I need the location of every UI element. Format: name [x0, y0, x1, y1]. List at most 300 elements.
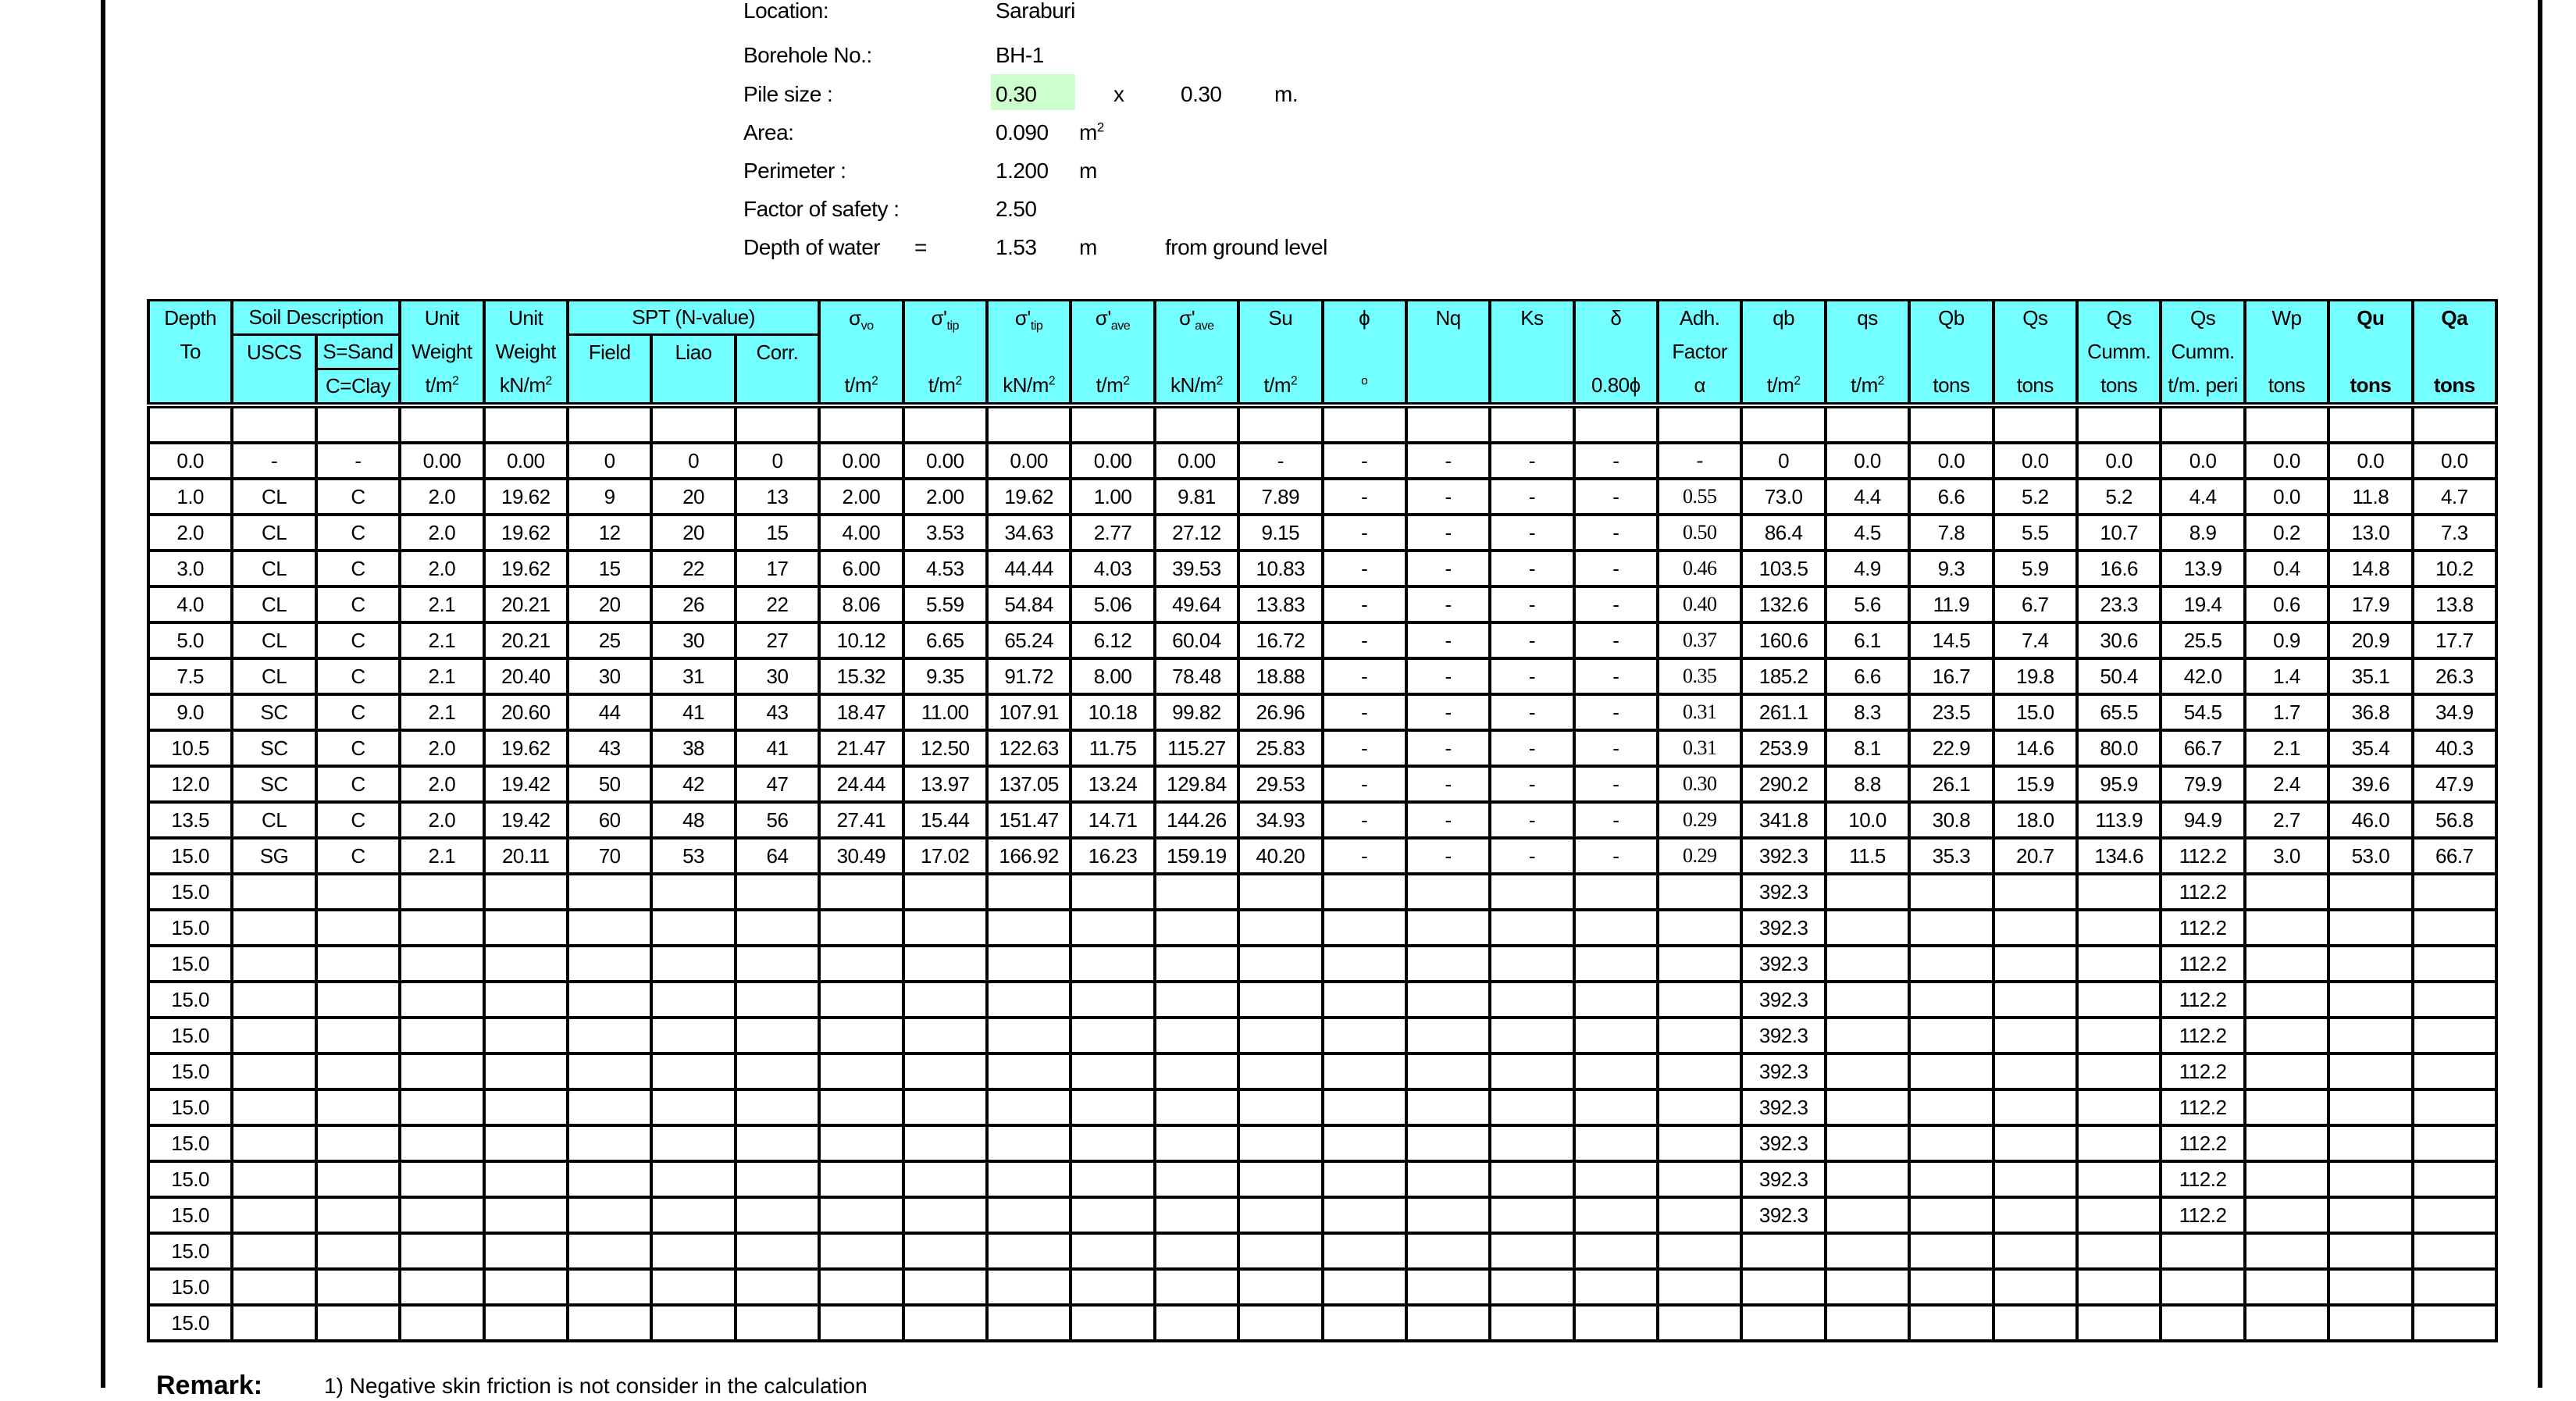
table-cell[interactable] — [1155, 1053, 1238, 1089]
table-cell[interactable] — [1155, 1161, 1238, 1197]
table-cell[interactable]: 0.00 — [484, 443, 568, 479]
table-cell[interactable] — [736, 1269, 819, 1305]
table-cell[interactable]: 0.50 — [1658, 515, 1741, 551]
table-cell[interactable] — [1071, 1053, 1154, 1089]
table-cell[interactable] — [232, 1233, 315, 1269]
table-cell[interactable] — [736, 1018, 819, 1053]
table-cell[interactable] — [651, 1233, 735, 1269]
table-cell[interactable] — [2413, 1305, 2496, 1341]
table-cell[interactable]: 15.0 — [1993, 694, 2077, 730]
table-cell[interactable]: 9.3 — [1909, 551, 1993, 586]
table-cell[interactable]: 11.00 — [903, 694, 987, 730]
table-cell[interactable]: 65.24 — [987, 622, 1071, 658]
table-cell[interactable] — [316, 1125, 400, 1161]
table-cell[interactable] — [484, 1233, 568, 1269]
table-cell[interactable]: 27 — [736, 622, 819, 658]
table-cell[interactable]: 4.9 — [1826, 551, 1909, 586]
table-cell[interactable] — [1490, 1233, 1573, 1269]
table-cell[interactable] — [1238, 874, 1322, 910]
table-cell[interactable] — [2245, 1269, 2328, 1305]
table-cell[interactable]: 112.2 — [2161, 910, 2244, 946]
table-cell[interactable]: 4.5 — [1826, 515, 1909, 551]
table-cell[interactable] — [1406, 1053, 1490, 1089]
table-cell[interactable] — [1993, 1018, 2077, 1053]
table-cell[interactable] — [1490, 1269, 1573, 1305]
table-cell[interactable]: 5.9 — [1993, 551, 2077, 586]
table-cell[interactable] — [1238, 1089, 1322, 1125]
table-cell[interactable] — [1155, 910, 1238, 946]
table-cell[interactable]: - — [1406, 515, 1490, 551]
table-cell[interactable]: 0.0 — [2077, 443, 2161, 479]
table-cell[interactable] — [1238, 910, 1322, 946]
table-cell[interactable] — [1658, 1125, 1741, 1161]
table-cell[interactable] — [651, 1053, 735, 1089]
table-cell[interactable] — [2161, 1233, 2244, 1269]
table-cell[interactable] — [1071, 946, 1154, 982]
table-cell[interactable]: 44.44 — [987, 551, 1071, 586]
table-cell[interactable]: 134.6 — [2077, 838, 2161, 874]
table-cell[interactable] — [1993, 1053, 2077, 1089]
table-cell[interactable] — [316, 1197, 400, 1233]
table-cell[interactable] — [400, 910, 483, 946]
table-cell[interactable] — [1490, 1089, 1573, 1125]
table-cell[interactable] — [987, 1053, 1071, 1089]
table-cell[interactable] — [903, 1305, 987, 1341]
table-cell[interactable]: 8.9 — [2161, 515, 2244, 551]
table-cell[interactable]: SC — [232, 766, 315, 802]
table-cell[interactable]: 25 — [568, 622, 651, 658]
table-cell[interactable]: 0.0 — [148, 443, 232, 479]
table-cell[interactable]: 78.48 — [1155, 658, 1238, 694]
table-cell[interactable]: 4.4 — [1826, 479, 1909, 515]
table-cell[interactable] — [316, 1053, 400, 1089]
table-cell[interactable] — [316, 982, 400, 1018]
table-cell[interactable] — [2413, 1197, 2496, 1233]
table-cell[interactable]: 73.0 — [1741, 479, 1825, 515]
table-cell[interactable] — [2077, 1089, 2161, 1125]
table-cell[interactable] — [484, 1089, 568, 1125]
table-cell[interactable]: 13 — [736, 479, 819, 515]
table-cell[interactable] — [1826, 874, 1909, 910]
table-cell[interactable]: - — [1406, 622, 1490, 658]
table-cell[interactable] — [1909, 1125, 1993, 1161]
table-cell[interactable]: 20.40 — [484, 658, 568, 694]
table-cell[interactable]: 7.4 — [1993, 622, 2077, 658]
table-cell[interactable]: 9.35 — [903, 658, 987, 694]
table-cell[interactable]: 19.62 — [987, 479, 1071, 515]
table-cell[interactable]: - — [1323, 838, 1406, 874]
table-cell[interactable] — [1406, 1197, 1490, 1233]
table-cell[interactable]: 2.1 — [400, 838, 483, 874]
table-cell[interactable] — [903, 1233, 987, 1269]
table-cell[interactable]: CL — [232, 586, 315, 622]
table-cell[interactable]: 2.1 — [400, 694, 483, 730]
table-cell[interactable]: 1.7 — [2245, 694, 2328, 730]
table-cell[interactable]: C — [316, 586, 400, 622]
table-cell[interactable]: 3.53 — [903, 515, 987, 551]
table-cell[interactable]: - — [1574, 766, 1658, 802]
table-cell[interactable] — [651, 1125, 735, 1161]
table-cell[interactable]: 13.0 — [2328, 515, 2412, 551]
table-cell[interactable] — [400, 1269, 483, 1305]
table-cell[interactable] — [484, 1161, 568, 1197]
table-cell[interactable] — [736, 1089, 819, 1125]
table-cell[interactable]: 0.00 — [903, 443, 987, 479]
table-cell[interactable]: 56.8 — [2413, 802, 2496, 838]
table-cell[interactable]: 26.3 — [2413, 658, 2496, 694]
table-cell[interactable] — [1323, 1018, 1406, 1053]
table-cell[interactable]: 5.2 — [2077, 479, 2161, 515]
table-cell[interactable]: 112.2 — [2161, 838, 2244, 874]
table-cell[interactable]: 392.3 — [1741, 1018, 1825, 1053]
table-cell[interactable] — [819, 1269, 903, 1305]
table-cell[interactable]: CL — [232, 658, 315, 694]
table-cell[interactable]: 2.77 — [1071, 515, 1154, 551]
table-cell[interactable] — [903, 1269, 987, 1305]
table-cell[interactable] — [819, 1197, 903, 1233]
table-cell[interactable]: 22 — [736, 586, 819, 622]
table-cell[interactable]: 7.89 — [1238, 479, 1322, 515]
table-cell[interactable] — [1406, 1269, 1490, 1305]
table-cell[interactable] — [1826, 1053, 1909, 1089]
table-cell[interactable] — [1993, 1233, 2077, 1269]
table-cell[interactable] — [2413, 874, 2496, 910]
table-cell[interactable] — [1909, 1161, 1993, 1197]
table-cell[interactable] — [1490, 1125, 1573, 1161]
table-cell[interactable]: 4.0 — [148, 586, 232, 622]
table-cell[interactable] — [987, 874, 1071, 910]
table-cell[interactable]: 30 — [736, 658, 819, 694]
table-cell[interactable] — [1490, 1018, 1573, 1053]
table-cell[interactable] — [1993, 982, 2077, 1018]
table-cell[interactable]: 41 — [651, 694, 735, 730]
table-cell[interactable]: C — [316, 622, 400, 658]
table-cell[interactable]: 0.6 — [2245, 586, 2328, 622]
table-cell[interactable]: 2.0 — [400, 766, 483, 802]
table-cell[interactable]: 253.9 — [1741, 730, 1825, 766]
table-cell[interactable]: 15 — [736, 515, 819, 551]
table-cell[interactable]: 34.9 — [2413, 694, 2496, 730]
table-cell[interactable]: 94.9 — [2161, 802, 2244, 838]
table-cell[interactable] — [903, 874, 987, 910]
table-cell[interactable] — [1826, 1089, 1909, 1125]
table-cell[interactable]: 2.0 — [400, 515, 483, 551]
table-cell[interactable]: 13.97 — [903, 766, 987, 802]
table-cell[interactable] — [2077, 1269, 2161, 1305]
table-cell[interactable] — [736, 1197, 819, 1233]
table-cell[interactable]: 9.81 — [1155, 479, 1238, 515]
table-cell[interactable]: 112.2 — [2161, 1053, 2244, 1089]
table-cell[interactable] — [316, 1089, 400, 1125]
table-cell[interactable]: 112.2 — [2161, 1161, 2244, 1197]
table-cell[interactable]: - — [1406, 658, 1490, 694]
table-cell[interactable] — [1658, 1197, 1741, 1233]
table-cell[interactable]: - — [1238, 443, 1322, 479]
table-cell[interactable]: CL — [232, 479, 315, 515]
table-cell[interactable] — [1658, 1053, 1741, 1089]
table-cell[interactable] — [1406, 1233, 1490, 1269]
table-cell[interactable]: 4.00 — [819, 515, 903, 551]
table-cell[interactable]: 19.42 — [484, 766, 568, 802]
table-cell[interactable]: - — [1490, 515, 1573, 551]
table-cell[interactable]: CL — [232, 551, 315, 586]
table-cell[interactable] — [1909, 946, 1993, 982]
table-cell[interactable] — [1406, 946, 1490, 982]
table-cell[interactable] — [1490, 910, 1573, 946]
table-cell[interactable]: 15.32 — [819, 658, 903, 694]
table-cell[interactable]: 4.03 — [1071, 551, 1154, 586]
table-cell[interactable]: 15.0 — [148, 982, 232, 1018]
table-cell[interactable] — [2328, 1018, 2412, 1053]
table-cell[interactable]: 0.0 — [1909, 443, 1993, 479]
table-cell[interactable]: 7.3 — [2413, 515, 2496, 551]
table-cell[interactable]: - — [1323, 586, 1406, 622]
table-cell[interactable]: 50 — [568, 766, 651, 802]
table-cell[interactable]: - — [1574, 443, 1658, 479]
table-cell[interactable]: C — [316, 658, 400, 694]
table-cell[interactable]: - — [1490, 443, 1573, 479]
table-cell[interactable] — [316, 910, 400, 946]
table-cell[interactable] — [400, 1053, 483, 1089]
table-cell[interactable]: 21.47 — [819, 730, 903, 766]
table-cell[interactable]: 15.0 — [148, 874, 232, 910]
table-cell[interactable] — [1826, 982, 1909, 1018]
table-cell[interactable]: - — [1490, 551, 1573, 586]
table-cell[interactable] — [568, 874, 651, 910]
table-cell[interactable]: - — [1490, 838, 1573, 874]
table-cell[interactable] — [2245, 1089, 2328, 1125]
table-cell[interactable] — [1490, 1053, 1573, 1089]
table-cell[interactable] — [1826, 910, 1909, 946]
table-cell[interactable]: 112.2 — [2161, 946, 2244, 982]
table-cell[interactable]: 5.2 — [1993, 479, 2077, 515]
table-cell[interactable] — [651, 1269, 735, 1305]
table-cell[interactable]: 2.0 — [400, 551, 483, 586]
table-cell[interactable]: 122.63 — [987, 730, 1071, 766]
table-cell[interactable] — [1071, 1018, 1154, 1053]
table-cell[interactable] — [2245, 910, 2328, 946]
table-cell[interactable] — [987, 910, 1071, 946]
table-cell[interactable]: 144.26 — [1155, 802, 1238, 838]
table-cell[interactable]: C — [316, 551, 400, 586]
table-cell[interactable] — [316, 1305, 400, 1341]
table-cell[interactable] — [2245, 1197, 2328, 1233]
table-cell[interactable]: 392.3 — [1741, 874, 1825, 910]
table-cell[interactable]: 15.0 — [148, 1197, 232, 1233]
table-cell[interactable] — [736, 1053, 819, 1089]
table-cell[interactable]: 79.9 — [2161, 766, 2244, 802]
table-cell[interactable] — [819, 1018, 903, 1053]
table-cell[interactable] — [2161, 1305, 2244, 1341]
table-cell[interactable]: 20.7 — [1993, 838, 2077, 874]
table-cell[interactable] — [1826, 1125, 1909, 1161]
table-cell[interactable] — [1071, 1125, 1154, 1161]
table-cell[interactable] — [1155, 1018, 1238, 1053]
table-cell[interactable]: 15.0 — [148, 946, 232, 982]
table-cell[interactable] — [484, 1125, 568, 1161]
table-cell[interactable]: 14.6 — [1993, 730, 2077, 766]
table-cell[interactable]: 5.5 — [1993, 515, 2077, 551]
table-cell[interactable] — [651, 1305, 735, 1341]
table-cell[interactable]: 19.8 — [1993, 658, 2077, 694]
table-cell[interactable] — [1574, 1305, 1658, 1341]
table-cell[interactable] — [1574, 1089, 1658, 1125]
table-cell[interactable]: - — [1574, 694, 1658, 730]
table-cell[interactable]: 15.0 — [148, 1053, 232, 1089]
table-cell[interactable]: 17 — [736, 551, 819, 586]
table-cell[interactable] — [2161, 1269, 2244, 1305]
table-cell[interactable] — [2077, 946, 2161, 982]
table-cell[interactable]: 15.0 — [148, 910, 232, 946]
table-cell[interactable]: 30 — [651, 622, 735, 658]
table-cell[interactable] — [2077, 1018, 2161, 1053]
table-cell[interactable]: 0.29 — [1658, 802, 1741, 838]
table-cell[interactable]: 30.8 — [1909, 802, 1993, 838]
table-cell[interactable]: 107.91 — [987, 694, 1071, 730]
table-cell[interactable] — [1658, 1018, 1741, 1053]
table-cell[interactable] — [903, 1053, 987, 1089]
table-cell[interactable] — [819, 1089, 903, 1125]
table-cell[interactable]: 5.6 — [1826, 586, 1909, 622]
table-cell[interactable]: C — [316, 479, 400, 515]
table-cell[interactable] — [1323, 982, 1406, 1018]
table-cell[interactable] — [2077, 910, 2161, 946]
table-cell[interactable] — [651, 910, 735, 946]
table-cell[interactable] — [1071, 982, 1154, 1018]
table-cell[interactable] — [903, 1161, 987, 1197]
table-cell[interactable]: 14.5 — [1909, 622, 1993, 658]
table-cell[interactable] — [1909, 874, 1993, 910]
table-cell[interactable]: C — [316, 766, 400, 802]
table-cell[interactable] — [819, 1305, 903, 1341]
table-cell[interactable] — [2413, 1018, 2496, 1053]
table-cell[interactable]: 0.0 — [1993, 443, 2077, 479]
table-cell[interactable] — [1993, 874, 2077, 910]
table-cell[interactable]: - — [1574, 658, 1658, 694]
table-cell[interactable]: 112.2 — [2161, 874, 2244, 910]
table-cell[interactable]: 13.83 — [1238, 586, 1322, 622]
table-cell[interactable]: 2.0 — [148, 515, 232, 551]
table-cell[interactable]: 56 — [736, 802, 819, 838]
table-cell[interactable] — [568, 1305, 651, 1341]
table-cell[interactable]: 15.44 — [903, 802, 987, 838]
table-cell[interactable] — [1574, 1233, 1658, 1269]
table-cell[interactable] — [2328, 1269, 2412, 1305]
table-cell[interactable]: 2.1 — [400, 658, 483, 694]
table-cell[interactable] — [2328, 946, 2412, 982]
table-cell[interactable]: 2.0 — [400, 479, 483, 515]
table-cell[interactable] — [1658, 1089, 1741, 1125]
table-cell[interactable] — [1406, 1305, 1490, 1341]
table-cell[interactable] — [1909, 1269, 1993, 1305]
table-cell[interactable] — [819, 874, 903, 910]
table-cell[interactable] — [903, 982, 987, 1018]
table-cell[interactable] — [232, 1125, 315, 1161]
table-cell[interactable]: 132.6 — [1741, 586, 1825, 622]
table-cell[interactable]: - — [1406, 443, 1490, 479]
table-cell[interactable]: 392.3 — [1741, 1053, 1825, 1089]
table-cell[interactable] — [1406, 982, 1490, 1018]
table-cell[interactable]: 261.1 — [1741, 694, 1825, 730]
table-cell[interactable]: - — [1323, 766, 1406, 802]
table-cell[interactable] — [2245, 946, 2328, 982]
table-cell[interactable] — [819, 1053, 903, 1089]
table-cell[interactable]: 2.4 — [2245, 766, 2328, 802]
table-cell[interactable]: - — [1323, 515, 1406, 551]
table-cell[interactable]: 95.9 — [2077, 766, 2161, 802]
table-cell[interactable] — [819, 910, 903, 946]
table-cell[interactable]: 392.3 — [1741, 982, 1825, 1018]
table-cell[interactable]: - — [1574, 802, 1658, 838]
table-cell[interactable]: 2.1 — [400, 586, 483, 622]
table-cell[interactable] — [2328, 1089, 2412, 1125]
table-cell[interactable]: 13.24 — [1071, 766, 1154, 802]
table-cell[interactable] — [1490, 874, 1573, 910]
table-cell[interactable] — [2328, 1053, 2412, 1089]
table-cell[interactable]: 0.35 — [1658, 658, 1741, 694]
table-cell[interactable]: 17.02 — [903, 838, 987, 874]
table-cell[interactable]: 20.60 — [484, 694, 568, 730]
table-cell[interactable] — [484, 1305, 568, 1341]
table-cell[interactable]: 10.18 — [1071, 694, 1154, 730]
table-cell[interactable] — [1993, 1305, 2077, 1341]
table-cell[interactable]: 39.53 — [1155, 551, 1238, 586]
table-cell[interactable]: 17.9 — [2328, 586, 2412, 622]
table-cell[interactable]: - — [1658, 443, 1741, 479]
table-cell[interactable]: 0.0 — [2161, 443, 2244, 479]
table-cell[interactable]: - — [1323, 658, 1406, 694]
table-cell[interactable]: 0.4 — [2245, 551, 2328, 586]
table-cell[interactable] — [232, 1305, 315, 1341]
table-cell[interactable]: 4.4 — [2161, 479, 2244, 515]
table-cell[interactable] — [1574, 982, 1658, 1018]
table-cell[interactable]: - — [1323, 622, 1406, 658]
table-cell[interactable] — [316, 1269, 400, 1305]
table-cell[interactable] — [232, 1018, 315, 1053]
table-cell[interactable] — [2245, 874, 2328, 910]
table-cell[interactable]: 86.4 — [1741, 515, 1825, 551]
table-cell[interactable] — [1323, 1089, 1406, 1125]
table-cell[interactable] — [1993, 1197, 2077, 1233]
table-cell[interactable] — [2413, 1125, 2496, 1161]
table-cell[interactable] — [1574, 1269, 1658, 1305]
table-cell[interactable] — [568, 982, 651, 1018]
table-cell[interactable]: 34.93 — [1238, 802, 1322, 838]
table-cell[interactable]: 47.9 — [2413, 766, 2496, 802]
table-cell[interactable] — [1574, 1018, 1658, 1053]
table-cell[interactable] — [1826, 1161, 1909, 1197]
table-cell[interactable] — [1826, 1269, 1909, 1305]
table-cell[interactable]: 12.0 — [148, 766, 232, 802]
table-cell[interactable]: 53.0 — [2328, 838, 2412, 874]
table-cell[interactable]: 392.3 — [1741, 946, 1825, 982]
table-cell[interactable] — [1323, 1053, 1406, 1089]
table-cell[interactable] — [1323, 1305, 1406, 1341]
table-cell[interactable]: 166.92 — [987, 838, 1071, 874]
table-cell[interactable] — [2328, 1161, 2412, 1197]
table-cell[interactable] — [568, 910, 651, 946]
table-cell[interactable] — [736, 1305, 819, 1341]
table-cell[interactable] — [819, 946, 903, 982]
table-cell[interactable]: - — [1323, 479, 1406, 515]
table-cell[interactable]: 29.53 — [1238, 766, 1322, 802]
table-cell[interactable] — [819, 982, 903, 1018]
table-cell[interactable]: 392.3 — [1741, 910, 1825, 946]
table-cell[interactable]: 47 — [736, 766, 819, 802]
table-cell[interactable]: 0.00 — [819, 443, 903, 479]
table-cell[interactable]: 48 — [651, 802, 735, 838]
table-cell[interactable] — [400, 1125, 483, 1161]
